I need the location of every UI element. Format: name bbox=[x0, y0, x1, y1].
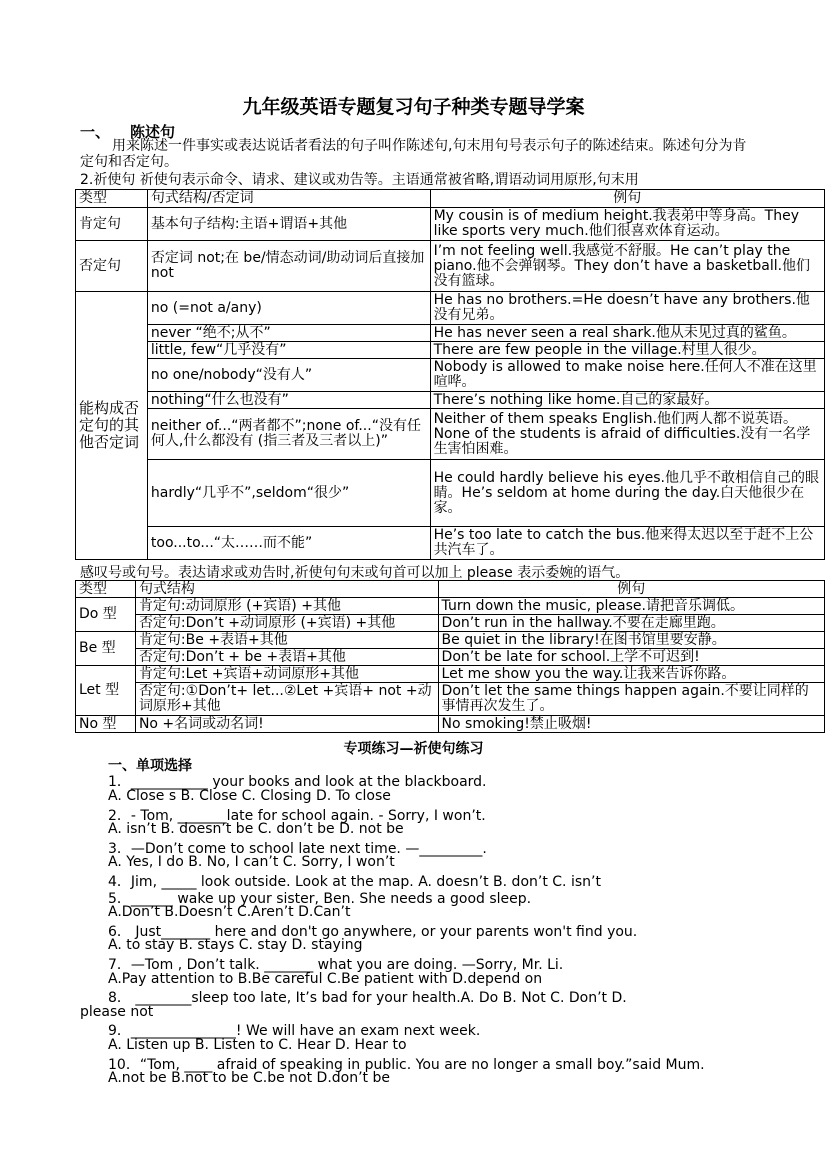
table-cell-struct: never “绝不;从不” bbox=[147, 325, 430, 342]
question-4: 4．Jim, _____ look outside. Look at the map. A. doesn’t B. don’t C. isn’t bbox=[108, 874, 601, 890]
table-cell-struct: little, few“几乎没有” bbox=[147, 342, 430, 359]
table-header-cell: 例句 bbox=[430, 190, 824, 208]
table-cell-struct: 肯定句:动词原形 (+宾语) +其他 bbox=[135, 598, 438, 615]
question-7-options: A.Pay attention to B.Be careful C.Be patient with D.depend on bbox=[108, 971, 543, 987]
table-cell-example: I’m not feeling well.我感觉不舒服。He can’t play the piano.他不会弹钢琴。They don’t have a basketball.他们没有篮球。 bbox=[430, 241, 824, 292]
table-cell-struct: neither of...“两者都不”;none of...“没有任何人,什么都没有 (指三者及三者以上)” bbox=[147, 409, 430, 460]
paragraph-imperative-intro: 2.祈使句 祈使句表示命令、请求、建议或劝告等。主语通常被省略,谓语动词用原形,句末用 bbox=[80, 172, 639, 188]
table-cell-struct: 肯定句:Let +宾语+动词原形+其他 bbox=[135, 666, 438, 683]
table-cell-struct: 否定句:Don’t +动词原形 (+宾语) +其他 bbox=[135, 615, 438, 632]
exercise-title: 专项练习—祈使句练习 bbox=[343, 741, 484, 757]
table-cell-example: He has no brothers.=He doesn’t have any brothers.他没有兄弟。 bbox=[430, 292, 824, 325]
table-cell-struct: 基本句子结构:主语+谓语+其他 bbox=[147, 208, 430, 241]
table-cell-struct: 肯定句:Be +表语+其他 bbox=[135, 632, 438, 649]
section-label: 陈述句 bbox=[130, 123, 176, 141]
table-cell-example: There are few people in the village.村里人很少。 bbox=[430, 342, 824, 359]
table-cell-struct: no one/nobody“没有人” bbox=[147, 359, 430, 392]
table-cell-example: Don’t run in the hallway.不要在走廊里跑。 bbox=[438, 615, 824, 632]
paragraph-declarative: 用来陈述一件事实或表达说话者看法的句子叫作陈述句,句末用句号表示句子的陈述结束。陈述句分为肯定句和否定句。 bbox=[80, 138, 747, 170]
page-title: 九年级英语专题复习句子种类专题导学案 bbox=[242, 96, 585, 118]
table-cell-example: He’s too late to catch the bus.他来得太迟以至于赶不上公共汽车了。 bbox=[430, 527, 824, 560]
table-cell-example: No smoking!禁止吸烟! bbox=[438, 716, 824, 733]
question-2: 2．- Tom, _______late for school again. - Sorry, I won’t. bbox=[108, 808, 486, 824]
table-cell-example: Let me show you the way.让我来告诉你路。 bbox=[438, 666, 824, 683]
sentence-type-table bbox=[75, 189, 825, 560]
table-header-cell: 句式结构 bbox=[135, 581, 438, 598]
table-cell-struct: too...to...“太……而不能” bbox=[147, 527, 430, 560]
table-cell-type: Let 型 bbox=[76, 666, 136, 716]
table-cell-type: 否定句 bbox=[76, 241, 148, 292]
question-10-options: A.not be B.not to be C.be not D.don’t be bbox=[108, 1070, 390, 1086]
table-cell-example: Turn down the music, please.请把音乐调低。 bbox=[438, 598, 824, 615]
table-header-cell: 类型 bbox=[76, 190, 148, 208]
question-3-options: A. Yes, I do B. No, I can’t C. Sorry, I won’t bbox=[108, 854, 395, 870]
question-7: 7．—Tom , Don’t talk. _______ what you are doing. —Sorry, Mr. Li. bbox=[108, 957, 564, 973]
question-8: 8． ________sleep too late, It’s bad for your health.A. Do B. Not C. Don’t D. bbox=[108, 990, 627, 1006]
question-6: 6． Just_______ here and don't go anywhere, or your parents won't find you. bbox=[108, 924, 638, 940]
question-2-options: A. isn’t B. doesn’t be C. don’t be D. not be bbox=[108, 821, 404, 837]
question-6-options: A. to stay B. stays C. stay D. staying bbox=[108, 937, 363, 953]
table-header-cell: 例句 bbox=[438, 581, 824, 598]
table-cell-struct: 否定句:①Don’t+ let...②Let +宾语+ not +动词原形+其他 bbox=[135, 683, 438, 716]
table-header-cell: 类型 bbox=[76, 581, 136, 598]
table-header-cell: 句式结构/否定词 bbox=[147, 190, 430, 208]
question-9: 9．_______________! We will have an exam next week. bbox=[108, 1023, 481, 1039]
section-number: 一、 bbox=[80, 123, 111, 141]
table-cell-type: 肯定句 bbox=[76, 208, 148, 241]
imperative-table bbox=[75, 580, 825, 733]
table-cell-struct: 否定词 not;在 be/情态动词/助动词后直接加 not bbox=[147, 241, 430, 292]
table-cell-example: He could hardly believe his eyes.他几乎不敢相信自己的眼睛。He’s seldom at home during the day.白天他很少在家。 bbox=[430, 460, 824, 527]
question-1: 1．___________ your books and look at the blackboard. bbox=[108, 774, 487, 790]
table-cell-struct: 否定句:Don’t + be +表语+其他 bbox=[135, 649, 438, 666]
question-8-continued: please not bbox=[80, 1004, 154, 1020]
table-cell-example: He has never seen a real shark.他从未见过真的鲨鱼。 bbox=[430, 325, 824, 342]
paragraph-imperative-note: 感叹号或句号。表达请求或劝告时,祈使句句末或句首可以加上 please 表示委婉的语气。 bbox=[80, 565, 630, 581]
question-5-options: A.Don’t B.Doesn’t C.Aren’t D.Can’t bbox=[108, 904, 351, 920]
table-cell-type: No 型 bbox=[76, 716, 136, 733]
question-3: 3．—Don’t come to school late next time. —_________. bbox=[108, 841, 487, 857]
table-cell-example: Neither of them speaks English.他们两人都不说英语。None of the students is afraid of difficulties.没有一名学生害怕困难。 bbox=[430, 409, 824, 460]
table-cell-type: Be 型 bbox=[76, 632, 136, 666]
table-cell-group: 能构成否定句的其他否定词 bbox=[76, 292, 148, 560]
question-5: 5．______ wake up your sister, Ben. She needs a good sleep. bbox=[108, 891, 532, 907]
table-cell-struct: hardly“几乎不”,seldom“很少” bbox=[147, 460, 430, 527]
table-cell-example: My cousin is of medium height.我表弟中等身高。They like sports very much.他们很喜欢体育运动。 bbox=[430, 208, 824, 241]
table-cell-type: Do 型 bbox=[76, 598, 136, 632]
table-cell-struct: no (=not a/any) bbox=[147, 292, 430, 325]
table-cell-example: Nobody is allowed to make noise here.任何人不准在这里喧哗。 bbox=[430, 359, 824, 392]
question-1-options: A. Close s B. Close C. Closing D. To close bbox=[108, 788, 391, 804]
table-cell-example: Don’t be late for school.上学不可迟到! bbox=[438, 649, 824, 666]
table-cell-example: Be quiet in the library!在图书馆里要安静。 bbox=[438, 632, 824, 649]
question-9-options: A. Listen up B. Listen to C. Hear D. Hear to bbox=[108, 1037, 407, 1053]
table-cell-struct: No +名词或动名词! bbox=[135, 716, 438, 733]
table-cell-example: Don’t let the same things happen again.不要让同样的事情再次发生了。 bbox=[438, 683, 824, 716]
table-cell-example: There’s nothing like home.自己的家最好。 bbox=[430, 392, 824, 409]
question-10: 10．“Tom, ____ afraid of speaking in public. You are no longer a small boy.”said Mum. bbox=[108, 1057, 705, 1073]
exercise-subtitle: 一、单项选择 bbox=[108, 758, 192, 774]
table-cell-struct: nothing“什么也没有” bbox=[147, 392, 430, 409]
